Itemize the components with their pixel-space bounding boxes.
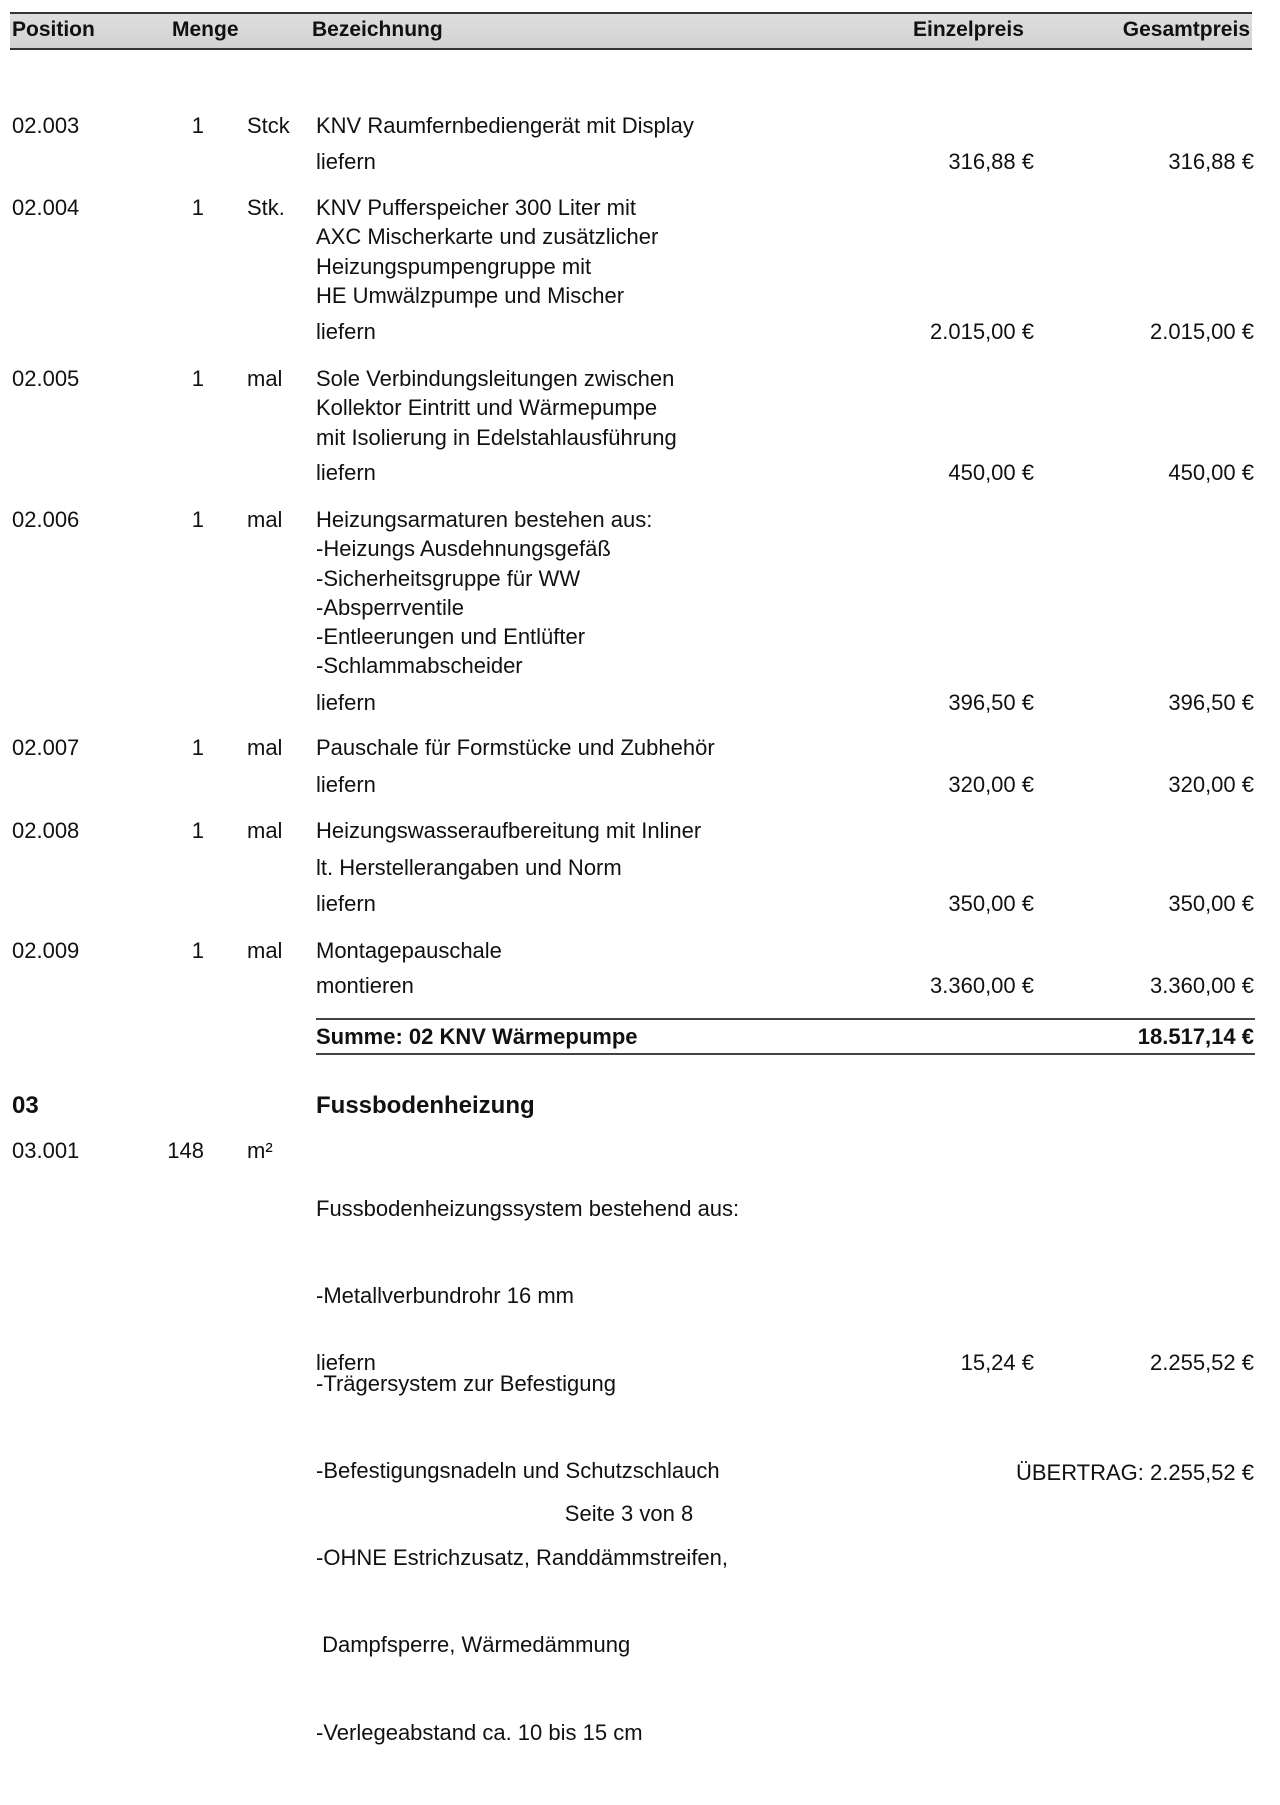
description-line: lt. Herstellerangaben und Norm [316,855,622,880]
item-description [316,936,502,965]
description-line: KNV Raumfernbediengerät mit Display [316,113,694,138]
item-total: 2.015,00 € [1150,319,1254,344]
item-total: 3.360,00 € [1150,973,1254,998]
item-position: 02.005 [12,366,80,391]
carry-over: ÜBERTRAG: 2.255,52 € [1015,1460,1254,1485]
description-line: -Metallverbundrohr 16 mm [316,1283,574,1309]
description-line: -Trägersystem zur Befestigung [316,1370,616,1396]
item-quantity: 1 [191,195,204,220]
item-total: 396,50 € [1168,690,1254,715]
description-line: Sole Verbindungsleitungen zwischen [316,366,675,391]
description-line: -Absperrventile [316,594,464,620]
description-line: Heizungspumpengruppe mit [316,253,592,279]
item-description [316,193,658,310]
item-position: 02.004 [12,195,80,220]
description-line: -Sicherheitsgruppe für WW [316,565,581,591]
description-line: -Schlammabscheider [316,653,523,679]
item-description [316,364,677,452]
item-action: liefern [316,690,376,715]
section-number: 03 [12,1092,39,1119]
description-line: Pauschale für Formstücke und Zubhehör [316,735,715,760]
header-menge: Menge [172,18,239,41]
item-unit-price: 3.360,00 € [930,973,1034,998]
item-quantity: 148 [167,1138,204,1163]
description-line: Heizungswasseraufbereitung mit Inliner [316,818,702,843]
item-quantity: 1 [191,113,204,138]
sum-divider-bottom [316,1053,1255,1055]
description-line: HE Umwälzpumpe und Mischer [316,282,625,308]
item-action: liefern [316,1350,376,1375]
item-position: 02.006 [12,507,80,532]
item-quantity: 1 [191,818,204,843]
header-position: Position [12,18,95,41]
item-description [316,505,652,681]
item-unit-price: 320,00 € [948,772,1034,797]
item-quantity: 1 [191,366,204,391]
item-unit-price: 396,50 € [948,690,1034,715]
item-action: liefern [316,460,376,485]
item-position: 02.007 [12,735,80,760]
description-line: Fussbodenheizungssystem bestehend aus: [316,1196,740,1221]
item-unit-price: 316,88 € [948,149,1034,174]
item-description [316,111,694,140]
description-line: -Befestigungsnadeln und Schutzschlauch [316,1457,720,1483]
item-action: liefern [316,772,376,797]
description-line: Montagepauschale [316,938,502,963]
item-unit-price: 2.015,00 € [930,319,1034,344]
sum-divider-top [316,1018,1255,1020]
item-position: 03.001 [12,1138,80,1163]
item-total: 350,00 € [1168,891,1254,916]
item-unit-price: 15,24 € [960,1350,1034,1375]
description-line: Heizungsarmaturen bestehen aus: [316,507,653,532]
description-line: -OHNE Estrichzusatz, Randdämmstreifen, [316,1545,729,1571]
item-description [316,733,715,762]
item-unit-price: 450,00 € [948,460,1034,485]
sum-label: Summe: 02 KNV Wärmepumpe [316,1024,638,1049]
sum-value: 18.517,14 € [1137,1024,1254,1049]
item-action: liefern [316,149,376,174]
item-unit: m² [247,1138,273,1163]
description-line: Kollektor Eintritt und Wärmepumpe [316,395,658,421]
item-quantity: 1 [191,735,204,760]
item-unit: mal [247,818,283,843]
section-title: Fussbodenheizung [316,1092,535,1119]
item-action: liefern [316,319,376,344]
item-total: 316,88 € [1168,149,1254,174]
item-position: 02.003 [12,113,80,138]
item-action: montieren [316,973,414,998]
item-unit-price: 350,00 € [948,891,1034,916]
table-header [10,12,1252,50]
item-unit: Stk. [247,195,285,220]
description-line: -Entleerungen und Entlüfter [316,624,586,650]
item-total: 450,00 € [1168,460,1254,485]
description-line: KNV Pufferspeicher 300 Liter mit [316,195,636,220]
header-einzelpreis: Einzelpreis [913,18,1024,41]
header-bezeichnung: Bezeichnung [312,18,443,41]
item-total: 320,00 € [1168,772,1254,797]
item-unit: mal [247,735,283,760]
description-line: Dampfsperre, Wärmedämmung [316,1632,631,1658]
description-line: AXC Mischerkarte und zusätzlicher [316,224,659,250]
item-quantity: 1 [191,938,204,963]
item-quantity: 1 [191,507,204,532]
description-line: mit Isolierung in Edelstahlausführung [316,424,677,450]
page-number: Seite 3 von 8 [564,1501,694,1526]
item-unit: mal [247,507,283,532]
description-line: -Verlegeabstand ca. 10 bis 15 cm [316,1719,643,1745]
description-line: -Heizungs Ausdehnungsgefäß [316,536,611,562]
item-unit: Stck [247,113,290,138]
item-position: 02.008 [12,818,80,843]
item-total: 2.255,52 € [1150,1350,1254,1375]
header-gesamtpreis: Gesamtpreis [1122,18,1250,41]
item-action: liefern [316,891,376,916]
item-description [316,1136,739,1805]
item-unit: mal [247,938,283,963]
item-unit: mal [247,366,283,391]
item-position: 02.009 [12,938,80,963]
